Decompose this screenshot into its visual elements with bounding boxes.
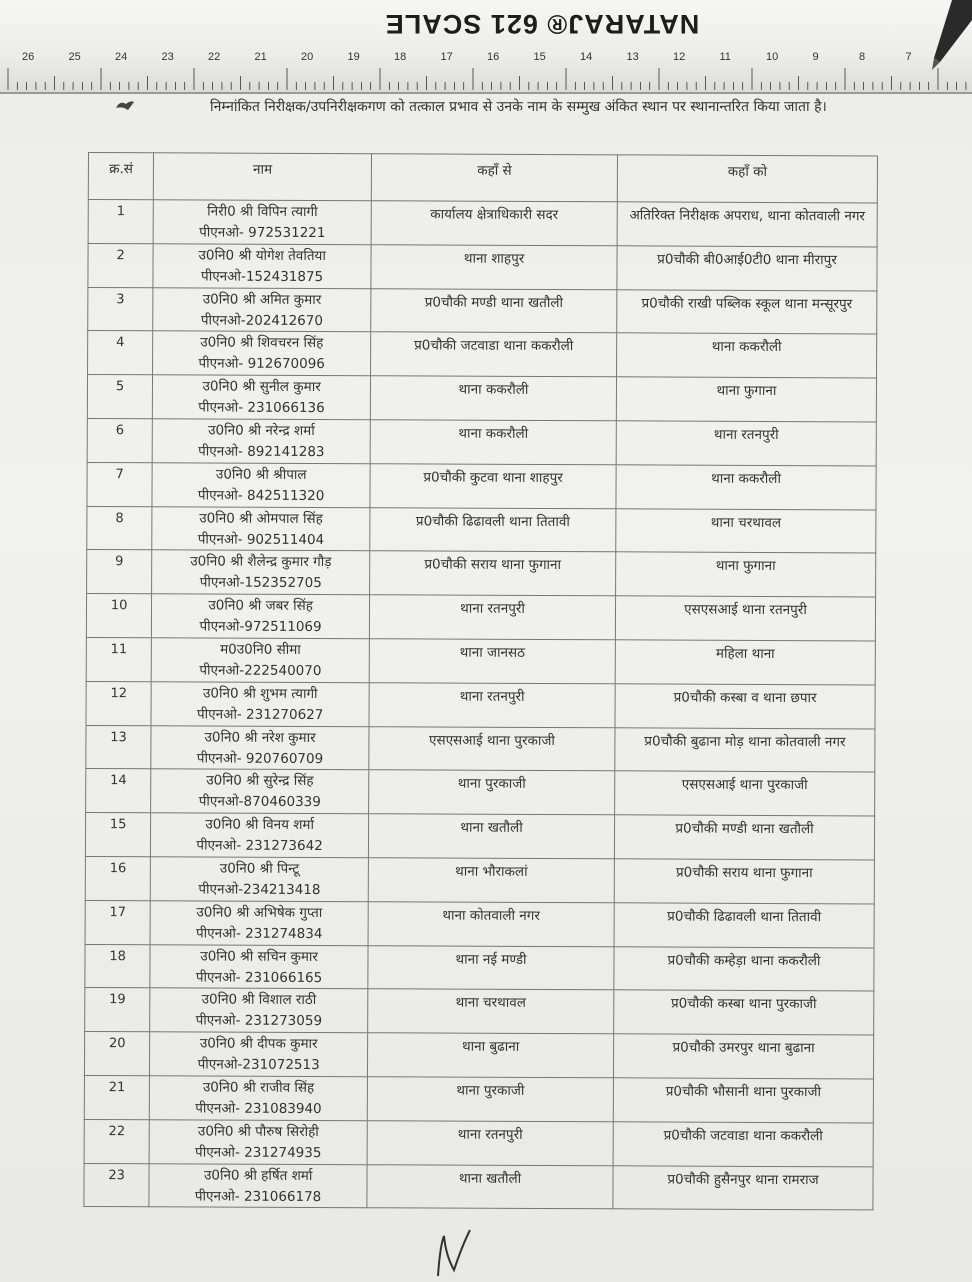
cell-from bbox=[370, 420, 616, 465]
officer-name: निरी0 श्री विपिन त्यागी bbox=[207, 203, 318, 221]
cell-from bbox=[368, 989, 614, 1034]
cell-serial bbox=[88, 331, 153, 375]
serial-number: 3 bbox=[116, 291, 125, 307]
cell-from bbox=[368, 814, 614, 859]
officer-name: उ0नि0 श्री नरेन्द्र शर्मा bbox=[208, 422, 315, 439]
cell-serial bbox=[86, 769, 151, 813]
cell-name bbox=[150, 901, 368, 946]
cell-name bbox=[153, 200, 371, 245]
from-location: थाना रतनपुरी bbox=[459, 688, 525, 705]
serial-number: 8 bbox=[115, 510, 124, 526]
table-row bbox=[84, 1075, 873, 1122]
to-location: थाना चरथावल bbox=[710, 514, 782, 531]
ruler-number: 23 bbox=[161, 51, 174, 63]
ruler-brand-text: NATARAJ® 621 SCALE bbox=[384, 9, 700, 39]
cell-name bbox=[149, 1163, 367, 1208]
serial-number: 10 bbox=[110, 598, 128, 614]
officer-pno: पीएनओ- 892141283 bbox=[198, 443, 325, 461]
serial-number: 18 bbox=[109, 948, 126, 964]
to-location: एसएसआई थाना पुरकाजी bbox=[681, 776, 808, 794]
officer-pno: पीएनओ- 231083940 bbox=[195, 1100, 322, 1117]
to-location: अतिरिक्त निरीक्षक अपराध, थाना कोतवाली नगर bbox=[629, 207, 865, 225]
ruler bbox=[0, 0, 972, 94]
officer-name: उ0नि0 श्री सुनील कुमार bbox=[202, 378, 321, 396]
cell-name bbox=[151, 813, 369, 858]
officer-pno: पीएनओ-152431875 bbox=[201, 268, 324, 285]
cell-name bbox=[149, 1120, 367, 1165]
officer-pno: पीएनओ- 231270627 bbox=[196, 706, 324, 723]
officer-name: म0उ0नि0 सीमा bbox=[220, 641, 301, 658]
cell-serial bbox=[85, 944, 150, 988]
cell-serial bbox=[88, 287, 153, 331]
cell-from bbox=[369, 682, 615, 727]
serial-number: 6 bbox=[115, 423, 125, 439]
cell-to bbox=[614, 903, 874, 948]
cell-from bbox=[370, 464, 616, 509]
cell-serial bbox=[84, 1075, 149, 1119]
officer-name: उ0नि0 श्री योगेश तेवतिया bbox=[198, 247, 326, 264]
signature-mark bbox=[432, 1226, 482, 1282]
cell-from bbox=[368, 858, 614, 903]
pen-tip-icon bbox=[922, 0, 972, 70]
cell-to bbox=[616, 465, 876, 510]
from-location: थाना रतनपुरी bbox=[457, 1126, 523, 1143]
table-row bbox=[86, 725, 875, 772]
from-location: एसएसआई थाना पुरकाजी bbox=[428, 732, 555, 749]
ruler-number: 18 bbox=[394, 51, 407, 63]
ruler-number: 12 bbox=[673, 51, 686, 63]
cell-from bbox=[371, 288, 617, 333]
officer-pno: पीएनओ-202412670 bbox=[200, 312, 324, 329]
cell-name bbox=[152, 506, 370, 551]
to-location: प्र0चौकी कम्हेड़ा थाना ककरौली bbox=[667, 952, 821, 969]
cell-to bbox=[613, 1078, 873, 1123]
table-row bbox=[86, 637, 875, 684]
table-row bbox=[84, 1119, 873, 1166]
from-location: थाना जानसठ bbox=[459, 644, 526, 661]
ruler-number: 8 bbox=[859, 51, 866, 63]
officer-pno: पीएनओ- 902511404 bbox=[197, 531, 325, 548]
officer-pno: पीएनओ- 231274834 bbox=[195, 925, 323, 942]
cell-name bbox=[150, 988, 368, 1033]
to-location: प्र0चौकी ढिढावली थाना तितावी bbox=[667, 908, 822, 925]
officer-name: उ0नि0 श्री शैलेन्द्र कुमार गौड़ bbox=[190, 553, 332, 571]
cell-to bbox=[613, 1122, 873, 1167]
ruler-number: 13 bbox=[626, 51, 639, 63]
serial-number: 9 bbox=[115, 554, 124, 570]
officer-pno: पीएनओ- 231273059 bbox=[195, 1012, 323, 1030]
cell-serial bbox=[85, 856, 150, 900]
from-location: थाना खतौली bbox=[460, 819, 523, 837]
from-location: थाना ककरौली bbox=[458, 381, 529, 399]
table-row bbox=[84, 1032, 873, 1079]
cell-to bbox=[616, 508, 876, 553]
cell-name bbox=[151, 682, 369, 727]
officer-name: उ0नि0 श्री पिन्टू bbox=[219, 860, 300, 877]
officer-pno: पीएनओ- 231066136 bbox=[198, 399, 325, 417]
cell-to bbox=[615, 640, 875, 685]
ruler-number: 25 bbox=[68, 51, 81, 63]
cell-to bbox=[615, 596, 875, 641]
officer-name: उ0नि0 श्री दीपक कुमार bbox=[199, 1035, 318, 1053]
cell-serial bbox=[85, 988, 150, 1032]
from-location: थाना कोतवाली नगर bbox=[442, 907, 540, 924]
cell-from bbox=[368, 901, 614, 946]
table-row bbox=[86, 769, 875, 816]
to-location: थाना फुगाना bbox=[716, 382, 777, 400]
ruler-number: 19 bbox=[347, 51, 360, 63]
serial-number: 21 bbox=[108, 1080, 126, 1096]
officer-name: उ0नि0 श्री ओमपाल सिंह bbox=[199, 510, 323, 527]
ruler-number: 22 bbox=[208, 51, 221, 63]
cell-to bbox=[613, 1165, 873, 1210]
from-location: प्र0चौकी ढिढावली थाना तितावी bbox=[415, 513, 570, 530]
cell-to bbox=[614, 859, 874, 904]
cell-from bbox=[367, 1120, 613, 1165]
to-location: प्र0चौकी कस्बा व थाना छपार bbox=[673, 689, 817, 706]
ruler-number: 10 bbox=[766, 51, 779, 63]
cell-to bbox=[614, 990, 874, 1035]
cell-name bbox=[150, 1076, 368, 1121]
officer-pno: पीएनओ- 231066165 bbox=[195, 969, 323, 986]
ruler-number: 26 bbox=[22, 51, 35, 63]
officer-pno: पीएनओ-231072513 bbox=[197, 1056, 320, 1074]
ruler-number: 7 bbox=[905, 51, 912, 63]
cell-to bbox=[617, 333, 877, 378]
serial-number: 23 bbox=[108, 1167, 125, 1183]
table-row bbox=[88, 287, 877, 334]
to-location: प्र0चौकी जटवाडा थाना ककरौली bbox=[663, 1127, 823, 1144]
officer-name: उ0नि0 श्री सचिन कुमार bbox=[200, 948, 318, 965]
to-location: प्र0चौकी बुढाना मोड़ थाना कोतवाली नगर bbox=[644, 732, 846, 750]
cell-name bbox=[150, 1032, 368, 1077]
to-location: महिला थाना bbox=[715, 645, 775, 662]
ruler-number: 20 bbox=[301, 51, 314, 63]
serial-number: 7 bbox=[115, 466, 124, 482]
cell-name bbox=[151, 725, 369, 770]
table-header-row bbox=[88, 153, 877, 203]
cell-from bbox=[371, 332, 617, 377]
cell-name bbox=[152, 463, 370, 508]
cell-to bbox=[615, 684, 875, 729]
cell-to bbox=[617, 246, 877, 291]
from-location: थाना पुरकाजी bbox=[456, 1082, 525, 1099]
cell-to bbox=[616, 377, 876, 422]
cell-name bbox=[153, 331, 371, 376]
ruler-number: 15 bbox=[533, 51, 546, 63]
serial-number: 2 bbox=[116, 247, 125, 263]
cell-from bbox=[370, 551, 616, 596]
from-location: थाना नई मण्डी bbox=[455, 951, 527, 968]
cell-to bbox=[616, 552, 876, 597]
serial-number: 5 bbox=[115, 379, 125, 395]
cell-name bbox=[152, 419, 370, 464]
cell-name bbox=[150, 857, 368, 902]
cell-serial bbox=[85, 813, 150, 857]
ruler-number: 14 bbox=[580, 51, 593, 63]
from-location: थाना चरथावल bbox=[455, 994, 526, 1012]
transfer-table bbox=[83, 152, 878, 1211]
officer-pno: पीएनओ-234213418 bbox=[198, 881, 321, 898]
cell-serial bbox=[86, 594, 151, 638]
officer-pno: पीएनओ-222540070 bbox=[199, 662, 322, 679]
cell-serial bbox=[87, 462, 152, 506]
serial-number: 11 bbox=[110, 642, 128, 658]
cell-serial bbox=[84, 1032, 149, 1076]
table-row bbox=[88, 200, 877, 247]
to-location: थाना रतनपुरी bbox=[713, 426, 779, 444]
cell-to bbox=[613, 1034, 873, 1079]
cell-from bbox=[370, 507, 616, 552]
table-row bbox=[85, 988, 874, 1035]
cell-from bbox=[369, 726, 615, 771]
cell-to bbox=[614, 946, 874, 991]
to-location: प्र0चौकी मण्डी थाना खतौली bbox=[675, 820, 814, 838]
table-row bbox=[88, 243, 877, 290]
serial-number: 20 bbox=[108, 1036, 126, 1052]
cell-from bbox=[368, 945, 614, 990]
officer-pno: पीएनओ- 231274935 bbox=[195, 1144, 322, 1161]
serial-number: 22 bbox=[108, 1123, 126, 1139]
header-from: कहाँ से bbox=[371, 154, 617, 202]
header-name: नाम bbox=[154, 153, 372, 201]
table-row bbox=[87, 550, 876, 597]
officer-name: उ0नि0 श्री जबर सिंह bbox=[208, 597, 313, 615]
cell-serial bbox=[86, 637, 151, 681]
officer-pno: पीएनओ- 842511320 bbox=[197, 487, 325, 504]
ruler-number: 17 bbox=[440, 51, 453, 63]
officer-name: उ0नि0 श्री राजीव सिंह bbox=[202, 1079, 315, 1096]
serial-number: 19 bbox=[109, 992, 126, 1008]
to-location: प्र0चौकी हुसैनपुर थाना रामराज bbox=[667, 1171, 819, 1188]
header-serial: क्र.सं bbox=[88, 153, 153, 200]
from-location: प्र0चौकी कुटवा थाना शाहपुर bbox=[423, 469, 563, 486]
cell-name bbox=[152, 550, 370, 595]
cell-from bbox=[367, 1077, 613, 1122]
cell-from bbox=[371, 245, 617, 290]
officer-pno: पीएनओ- 231273642 bbox=[196, 837, 323, 855]
table-row bbox=[86, 681, 875, 728]
cell-name bbox=[150, 944, 368, 989]
serial-number: 14 bbox=[110, 773, 127, 789]
cell-serial bbox=[84, 1119, 149, 1163]
officer-pno: पीएनओ-152352705 bbox=[199, 574, 322, 592]
cell-to bbox=[615, 771, 875, 816]
from-location: थाना शाहपुर bbox=[463, 250, 525, 267]
cell-serial bbox=[87, 375, 152, 419]
serial-number: 12 bbox=[110, 685, 128, 701]
officer-name: उ0नि0 श्री विशाल राठी bbox=[201, 991, 317, 1009]
intro-text: निम्नांकित निरीक्षक/उपनिरीक्षकगण को तत्काल प्रभाव से उनके नाम के सम्मुख अंकित स्थान पर स्थानान्तरित किया जाता है। bbox=[210, 99, 827, 115]
to-location: प्र0चौकी बी0आई0टी0 थाना मीरापुर bbox=[657, 251, 837, 269]
cell-to bbox=[616, 421, 876, 466]
cell-from bbox=[371, 201, 617, 246]
ruler-number: 16 bbox=[487, 51, 500, 63]
ruler-number: 9 bbox=[812, 51, 819, 63]
cell-from bbox=[368, 1033, 614, 1078]
serial-number: 16 bbox=[109, 861, 127, 877]
officer-pno: पीएनओ- 912670096 bbox=[198, 355, 325, 373]
table-row bbox=[85, 944, 874, 991]
from-location: थाना खतौली bbox=[458, 1170, 522, 1187]
header-to: कहाँ को bbox=[617, 155, 877, 203]
from-location: प्र0चौकी सराय थाना फुगाना bbox=[424, 556, 562, 574]
to-location: थाना ककरौली bbox=[711, 339, 782, 356]
officer-pno: पीएनओ- 920760709 bbox=[196, 750, 324, 767]
table-row bbox=[84, 1163, 873, 1210]
cell-name bbox=[153, 244, 371, 289]
cell-from bbox=[369, 639, 615, 684]
officer-name: उ0नि0 श्री हर्षित शर्मा bbox=[203, 1167, 313, 1184]
serial-number: 4 bbox=[116, 335, 125, 351]
intro-paragraph bbox=[100, 98, 880, 117]
from-location: थाना ककरौली bbox=[458, 425, 529, 442]
cell-name bbox=[153, 375, 371, 420]
from-location: प्र0चौकी मण्डी थाना खतौली bbox=[424, 294, 564, 311]
cell-name bbox=[151, 638, 369, 683]
table-row bbox=[86, 594, 875, 641]
officer-pno: पीएनओ- 231066178 bbox=[194, 1188, 322, 1205]
officer-pno: पीएनओ-870460339 bbox=[198, 793, 321, 811]
cell-to bbox=[617, 202, 877, 247]
officer-name: उ0नि0 श्री अभिषेक गुप्ता bbox=[196, 904, 323, 921]
to-location: थाना ककरौली bbox=[711, 470, 782, 487]
table-row bbox=[87, 418, 876, 465]
to-location: थाना फुगाना bbox=[715, 558, 776, 575]
ruler-number: 11 bbox=[719, 51, 731, 63]
serial-number: 13 bbox=[110, 729, 127, 745]
officer-name: उ0नि0 श्री नरेश कुमार bbox=[204, 729, 316, 746]
from-location: थाना बुढाना bbox=[461, 1038, 520, 1056]
cell-name bbox=[151, 769, 369, 814]
from-location: कार्यालय क्षेत्राधिकारी सदर bbox=[430, 206, 559, 224]
officer-name: उ0नि0 श्री विनय शर्मा bbox=[205, 816, 315, 834]
cell-serial bbox=[87, 418, 152, 462]
table-row bbox=[87, 375, 876, 422]
to-location: प्र0चौकी भौसानी थाना पुरकाजी bbox=[665, 1083, 822, 1101]
to-location: एसएसआई थाना रतनपुरी bbox=[684, 601, 807, 619]
cell-serial bbox=[88, 200, 153, 244]
table-row bbox=[87, 506, 876, 553]
cell-from bbox=[369, 595, 615, 640]
from-location: थाना पुरकाजी bbox=[457, 775, 526, 793]
cell-to bbox=[617, 289, 877, 334]
cell-from bbox=[369, 770, 615, 815]
cell-serial bbox=[88, 243, 153, 287]
ruler-number: 21 bbox=[254, 51, 267, 63]
officer-name: उ0नि0 श्री पौरुष सिरोही bbox=[197, 1123, 319, 1140]
ruler-number: 24 bbox=[115, 51, 128, 63]
cell-from bbox=[370, 376, 616, 421]
serial-number: 17 bbox=[109, 904, 127, 920]
officer-name: उ0नि0 श्री सुरेन्द्र सिंह bbox=[206, 772, 314, 790]
from-location: प्र0चौकी जटवाडा थाना ककरौली bbox=[414, 337, 574, 355]
officer-name: उ0नि0 श्री श्रीपाल bbox=[215, 466, 307, 483]
officer-name: उ0नि0 श्री शिवचरन सिंह bbox=[200, 334, 324, 352]
cell-serial bbox=[87, 506, 152, 550]
from-location: थाना रतनपुरी bbox=[460, 600, 525, 618]
cell-serial bbox=[84, 1163, 149, 1207]
to-location: प्र0चौकी कस्बा थाना पुरकाजी bbox=[670, 995, 817, 1013]
officer-pno: पीएनओ- 972531221 bbox=[199, 224, 326, 242]
transfer-table-wrap bbox=[83, 152, 880, 1211]
to-location: प्र0चौकी राखी पब्लिक स्कूल थाना मन्सूरपुर bbox=[641, 295, 853, 312]
cell-serial bbox=[87, 550, 152, 594]
cell-name bbox=[153, 287, 371, 332]
ruler-scale bbox=[0, 46, 972, 90]
table-row bbox=[85, 856, 874, 903]
officer-name: उ0नि0 श्री शुभम त्यागी bbox=[202, 685, 318, 702]
serial-number: 1 bbox=[116, 204, 126, 220]
serial-number: 15 bbox=[109, 817, 127, 833]
officer-pno: पीएनओ-972511069 bbox=[199, 618, 322, 636]
cell-to bbox=[614, 815, 874, 860]
cell-serial bbox=[86, 725, 151, 769]
cell-serial bbox=[85, 900, 150, 944]
from-location: थाना भौराकलां bbox=[455, 863, 528, 880]
cell-serial bbox=[86, 681, 151, 725]
to-location: प्र0चौकी सराय थाना फुगाना bbox=[675, 864, 813, 882]
to-location: प्र0चौकी उमरपुर थाना बुढाना bbox=[672, 1039, 815, 1057]
table-row bbox=[87, 462, 876, 509]
table-row bbox=[85, 900, 874, 947]
table-row bbox=[88, 331, 877, 378]
cell-to bbox=[615, 727, 875, 772]
table-row bbox=[85, 813, 874, 860]
officer-name: उ0नि0 श्री अमित कुमार bbox=[202, 291, 322, 308]
cell-from bbox=[367, 1164, 613, 1209]
cell-name bbox=[152, 594, 370, 639]
